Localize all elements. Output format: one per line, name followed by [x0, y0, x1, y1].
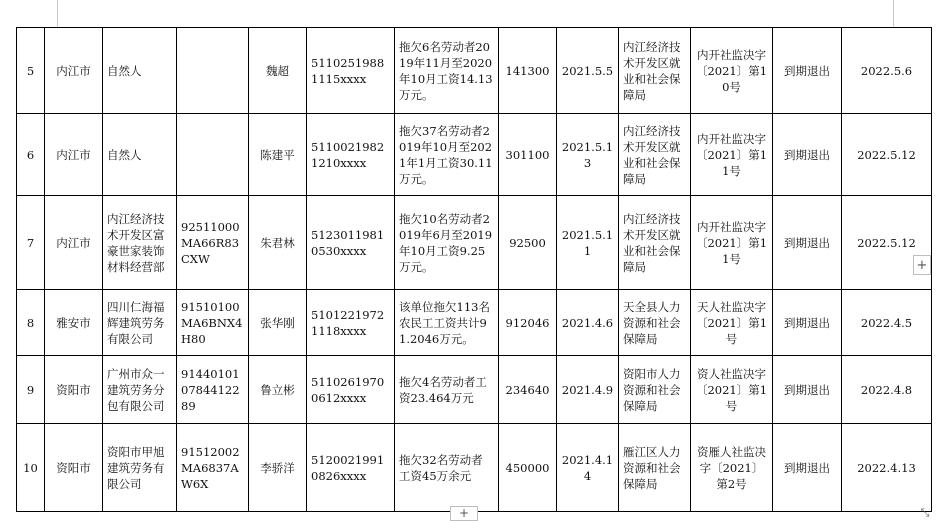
cell-code[interactable]	[177, 28, 249, 114]
table-row	[17, 114, 932, 196]
cell-code[interactable]: 91440101 0784412289	[177, 356, 249, 424]
cell-amount[interactable]: 301100	[499, 114, 557, 196]
cell-amount[interactable]: 912046	[499, 290, 557, 356]
resize-icon[interactable]: ⤡	[920, 506, 930, 519]
cell-no[interactable]: 8	[17, 290, 45, 356]
cell-amount[interactable]: 141300	[499, 28, 557, 114]
cell-amount[interactable]: 234640	[499, 356, 557, 424]
cell-amount[interactable]: 450000	[499, 424, 557, 512]
cell-doc[interactable]: 内开社监决字〔2021〕第11号	[691, 114, 773, 196]
cell-city[interactable]: 内江市	[45, 114, 103, 196]
cell-code[interactable]: 91510100MA6BNX4H80	[177, 290, 249, 356]
cell-city[interactable]: 资阳市	[45, 424, 103, 512]
cell-fact[interactable]: 拖欠32名劳动者工资45万余元	[395, 424, 499, 512]
cell-fact[interactable]: 拖欠37名劳动者2019年10月至2021年1月工资30.11万元。	[395, 114, 499, 196]
cell-name[interactable]: 广州市众一建筑劳务分包有限公司	[103, 356, 177, 424]
cell-fact[interactable]: 拖欠6名劳动者2019年11月至2020年10月工资14.13万元。	[395, 28, 499, 114]
cell-org[interactable]: 资阳市人力资源和社会保障局	[619, 356, 691, 424]
cell-exit[interactable]: 到期退出	[773, 356, 842, 424]
cell-person[interactable]: 张华刚	[249, 290, 307, 356]
cell-date[interactable]: 2021.4.14	[557, 424, 619, 512]
cell-exit[interactable]: 到期退出	[773, 196, 842, 290]
add-row-button[interactable]	[450, 506, 478, 521]
plus-icon: +	[916, 258, 928, 273]
cell-end[interactable]: 2022.4.8	[842, 356, 932, 424]
cell-code[interactable]: 91512002MA6837AW6X	[177, 424, 249, 512]
cell-end[interactable]: 2022.4.13	[842, 424, 932, 512]
cell-exit[interactable]: 到期退出	[773, 424, 842, 512]
cell-date[interactable]: 2021.5.11	[557, 196, 619, 290]
cell-doc[interactable]: 内开社监决字〔2021〕第11号	[691, 196, 773, 290]
cell-exit[interactable]: 到期退出	[773, 28, 842, 114]
cell-date[interactable]: 2021.4.9	[557, 356, 619, 424]
cell-date[interactable]: 2021.5.13	[557, 114, 619, 196]
cell-person[interactable]: 李骄洋	[249, 424, 307, 512]
cell-org[interactable]: 天全县人力资源和社会保障局	[619, 290, 691, 356]
cell-org[interactable]: 雁江区人力资源和社会保障局	[619, 424, 691, 512]
cell-end[interactable]: 2022.5.12	[842, 196, 932, 290]
cell-date[interactable]: 2021.4.6	[557, 290, 619, 356]
cell-name[interactable]: 自然人	[103, 114, 177, 196]
table-row	[17, 28, 932, 114]
table-row	[17, 424, 932, 512]
cell-id[interactable]: 51012219721118xxxx	[307, 290, 395, 356]
cell-person[interactable]: 朱君林	[249, 196, 307, 290]
cell-doc[interactable]: 资雁人社监决字〔2021〕第2号	[691, 424, 773, 512]
cell-no[interactable]: 10	[17, 424, 45, 512]
cell-doc[interactable]: 天人社监决字〔2021〕第1号	[691, 290, 773, 356]
cell-end[interactable]: 2022.5.12	[842, 114, 932, 196]
cell-name[interactable]: 自然人	[103, 28, 177, 114]
plus-icon: +	[458, 506, 470, 520]
cell-city[interactable]: 雅安市	[45, 290, 103, 356]
cell-no[interactable]: 6	[17, 114, 45, 196]
page-margin-right	[893, 0, 894, 27]
page-margin-left	[57, 0, 58, 27]
cell-name[interactable]: 四川仁海福辉建筑劳务有限公司	[103, 290, 177, 356]
cell-id[interactable]: 51100219821210xxxx	[307, 114, 395, 196]
cell-org[interactable]: 内江经济技术开发区就业和社会保障局	[619, 196, 691, 290]
table-row	[17, 290, 932, 356]
cell-doc[interactable]: 资人社监决字〔2021〕第1号	[691, 356, 773, 424]
cell-org[interactable]: 内江经济技术开发区就业和社会保障局	[619, 114, 691, 196]
add-column-button[interactable]	[913, 255, 931, 275]
cell-doc[interactable]: 内开社监决字〔2021〕第10号	[691, 28, 773, 114]
cell-exit[interactable]: 到期退出	[773, 290, 842, 356]
cell-person[interactable]: 魏超	[249, 28, 307, 114]
cell-id[interactable]: 51102619700612xxxx	[307, 356, 395, 424]
cell-id[interactable]: 51230119810530xxxx	[307, 196, 395, 290]
cell-id[interactable]: 51200219910826xxxx	[307, 424, 395, 512]
cell-name[interactable]: 资阳市甲旭建筑劳务有限公司	[103, 424, 177, 512]
cell-city[interactable]: 内江市	[45, 28, 103, 114]
cell-fact[interactable]: 拖欠4名劳动者工资23.464万元	[395, 356, 499, 424]
cell-person[interactable]: 鲁立彬	[249, 356, 307, 424]
table-row	[17, 196, 932, 290]
cell-city[interactable]: 资阳市	[45, 356, 103, 424]
cell-fact[interactable]: 该单位拖欠113名农民工工资共计91.2046万元。	[395, 290, 499, 356]
cell-no[interactable]: 9	[17, 356, 45, 424]
cell-person[interactable]: 陈建平	[249, 114, 307, 196]
cell-exit[interactable]: 到期退出	[773, 114, 842, 196]
cell-org[interactable]: 内江经济技术开发区就业和社会保障局	[619, 28, 691, 114]
cell-name[interactable]: 内江经济技术开发区富豪世家装饰材料经营部	[103, 196, 177, 290]
cell-date[interactable]: 2021.5.5	[557, 28, 619, 114]
cell-end[interactable]: 2022.4.5	[842, 290, 932, 356]
cell-id[interactable]: 51102519881115xxxx	[307, 28, 395, 114]
cell-code[interactable]: 92511000MA66R83CXW	[177, 196, 249, 290]
cell-city[interactable]: 内江市	[45, 196, 103, 290]
cell-no[interactable]: 7	[17, 196, 45, 290]
cell-no[interactable]: 5	[17, 28, 45, 114]
cell-fact[interactable]: 拖欠10名劳动者2019年6月至2019年10月工资9.25万元。	[395, 196, 499, 290]
cell-amount[interactable]: 92500	[499, 196, 557, 290]
cell-end[interactable]: 2022.5.6	[842, 28, 932, 114]
table-row	[17, 356, 932, 424]
blacklist-table	[16, 27, 932, 512]
cell-code[interactable]	[177, 114, 249, 196]
